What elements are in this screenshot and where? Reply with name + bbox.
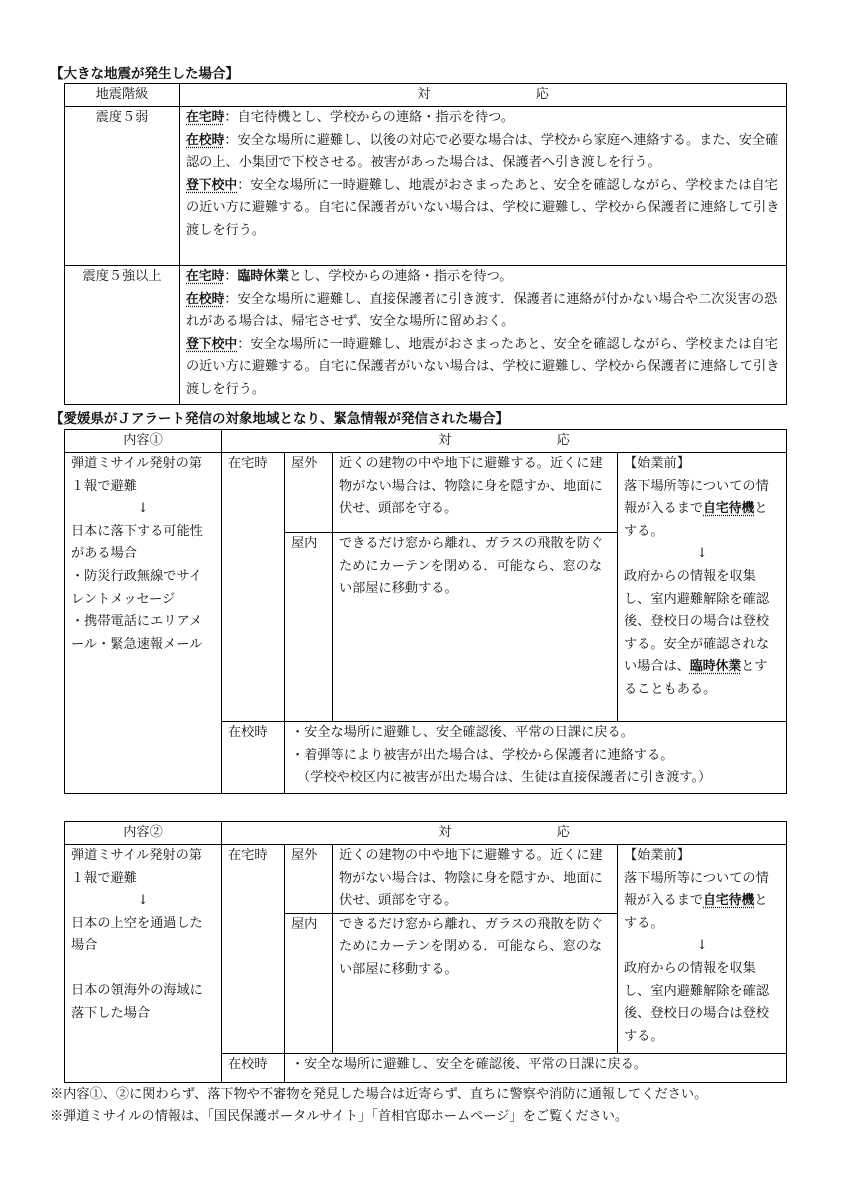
earthquake-section-title: 【大きな地震が発生した場合】 [50,66,239,82]
at-school-response: ・安全な場所に避難し、安全確認後、平常の日課に戻る。 ・着弾等により被害が出た場合は、学校から保護者に連絡する。 （学校や校区内に被害が出た場合は、生徒は直接保護者に引き渡す。） [285,722,787,794]
at-school-label: 在校時 [222,722,285,794]
outdoor-label: 屋外 [285,845,333,914]
at-school-response: ・安全な場所に避難し、安全を確認後、平常の日課に戻る。 [285,1053,787,1082]
down-arrow-icon: ↓ [137,893,149,909]
earthquake-table [64,83,787,405]
content-2-description: 弾道ミサイル発射の第１報で避難 ↓ 日本の上空を通過した場合 日本の領海外の海域に落下した場合 [65,845,222,1083]
earthquake-response-header: 対 応 [180,84,787,107]
response-at-school: 在校時：安全な場所に避難し、直接保護者に引き渡す．保護者に連絡が付かない場合や二次災害の恐れがある場合は、帰宅させず、安全な場所に留めおく。 [186,291,778,330]
before-school-response: 【始業前】 落下場所等についての情報が入るまで自宅待機とする。 ↓ 政府からの情報を収集し、室内避難解除を確認後、登校日の場合は登校する。 [618,845,787,1054]
response-at-home: 在宅時：自宅待機とし、学校からの連絡・指示を待つ。 [186,110,514,125]
jalert-table-2 [64,821,787,1083]
content-2-header: 内容② [65,822,222,845]
response-at-home: 在宅時：臨時休業とし、学校からの連絡・指示を待つ。 [186,269,513,284]
down-arrow-icon: ↓ [696,546,708,562]
at-home-label: 在宅時 [222,845,285,1054]
at-school-label: 在校時 [222,1053,285,1082]
down-arrow-icon: ↓ [137,501,149,517]
response-header: 対 応 [222,822,787,845]
before-school-response: 【始業前】 落下場所等についての情報が入るまで自宅待機とする。 ↓ 政府からの情報を収集し、室内避難解除を確認後、登校日の場合は登校する。安全が確認されない場合は、臨時休業とすることもある。 [618,453,787,722]
indoor-label: 屋内 [285,913,333,1053]
response-header: 対 応 [222,430,787,453]
jalert-table-1 [64,429,787,794]
response-commuting: 登下校中：安全な場所に一時避難し、地震がおさまったあと、安全を確認しながら、学校または自宅の近い方に避難する。自宅に保護者がいない場合は、学校に避難し、学校から保護者に連絡して引き渡しを行う。 [186,336,780,397]
earthquake-response-5-lower [180,107,787,266]
indoor-label: 屋内 [285,533,333,722]
content-1-header: 内容① [65,430,222,453]
outdoor-label: 屋外 [285,453,333,533]
earthquake-response-5-upper [180,266,787,405]
earthquake-level-5-lower: 震度５弱 [65,107,180,266]
note-2: ※弾道ミサイルの情報は、「国民保護ポータルサイト」「首相官邸ホームページ」をご覧ください。 [50,1109,629,1124]
response-at-school: 在校時：安全な場所に避難し、以後の対応で必要な場合は、学校から家庭へ連絡する。また、安全確認の上、小集団で下校させる。被害があった場合は、保護者へ引き渡しを行う。 [186,132,779,171]
jalert-section-title: 【愛媛県がＪアラート発信の対象地域となり、緊急情報が発信された場合】 [50,411,509,427]
response-commuting: 登下校中：安全な場所に一時避難し、地震がおさまったあと、安全を確認しながら、学校または自宅の近い方に避難する。自宅に保護者がいない場合は、学校に避難し、学校から保護者に連絡して引き渡しを行う。 [186,177,780,238]
at-home-label: 在宅時 [222,453,285,722]
indoor-response: できるだけ窓から離れ、ガラスの飛散を防ぐためにカーテンを閉める．可能なら、窓のない部屋に移動する。 [333,913,618,1053]
earthquake-level-5-upper: 震度５強以上 [65,266,180,405]
content-1-description: 弾道ミサイル発射の第１報で避難 ↓ 日本に落下する可能性がある場合 ・防災行政無線でサイレントメッセージ ・携帯電話にエリアメール・緊急速報メール [65,453,222,794]
down-arrow-icon: ↓ [696,938,708,954]
outdoor-response: 近くの建物の中や地下に避難する。近くに建物がない場合は、物陰に身を隠すか、地面に伏せ、頭部を守る。 [333,453,618,533]
indoor-response: できるだけ窓から離れ、ガラスの飛散を防ぐためにカーテンを閉める．可能なら、窓のない部屋に移動する。 [333,533,618,722]
note-1: ※内容①、②に関わらず、落下物や不審物を発見した場合は近寄らず、直ちに警察や消防に通報してください。 [50,1087,708,1102]
outdoor-response: 近くの建物の中や地下に避難する。近くに建物がない場合は、物陰に身を隠すか、地面に伏せ、頭部を守る。 [333,845,618,914]
earthquake-level-header: 地震階級 [65,84,180,107]
